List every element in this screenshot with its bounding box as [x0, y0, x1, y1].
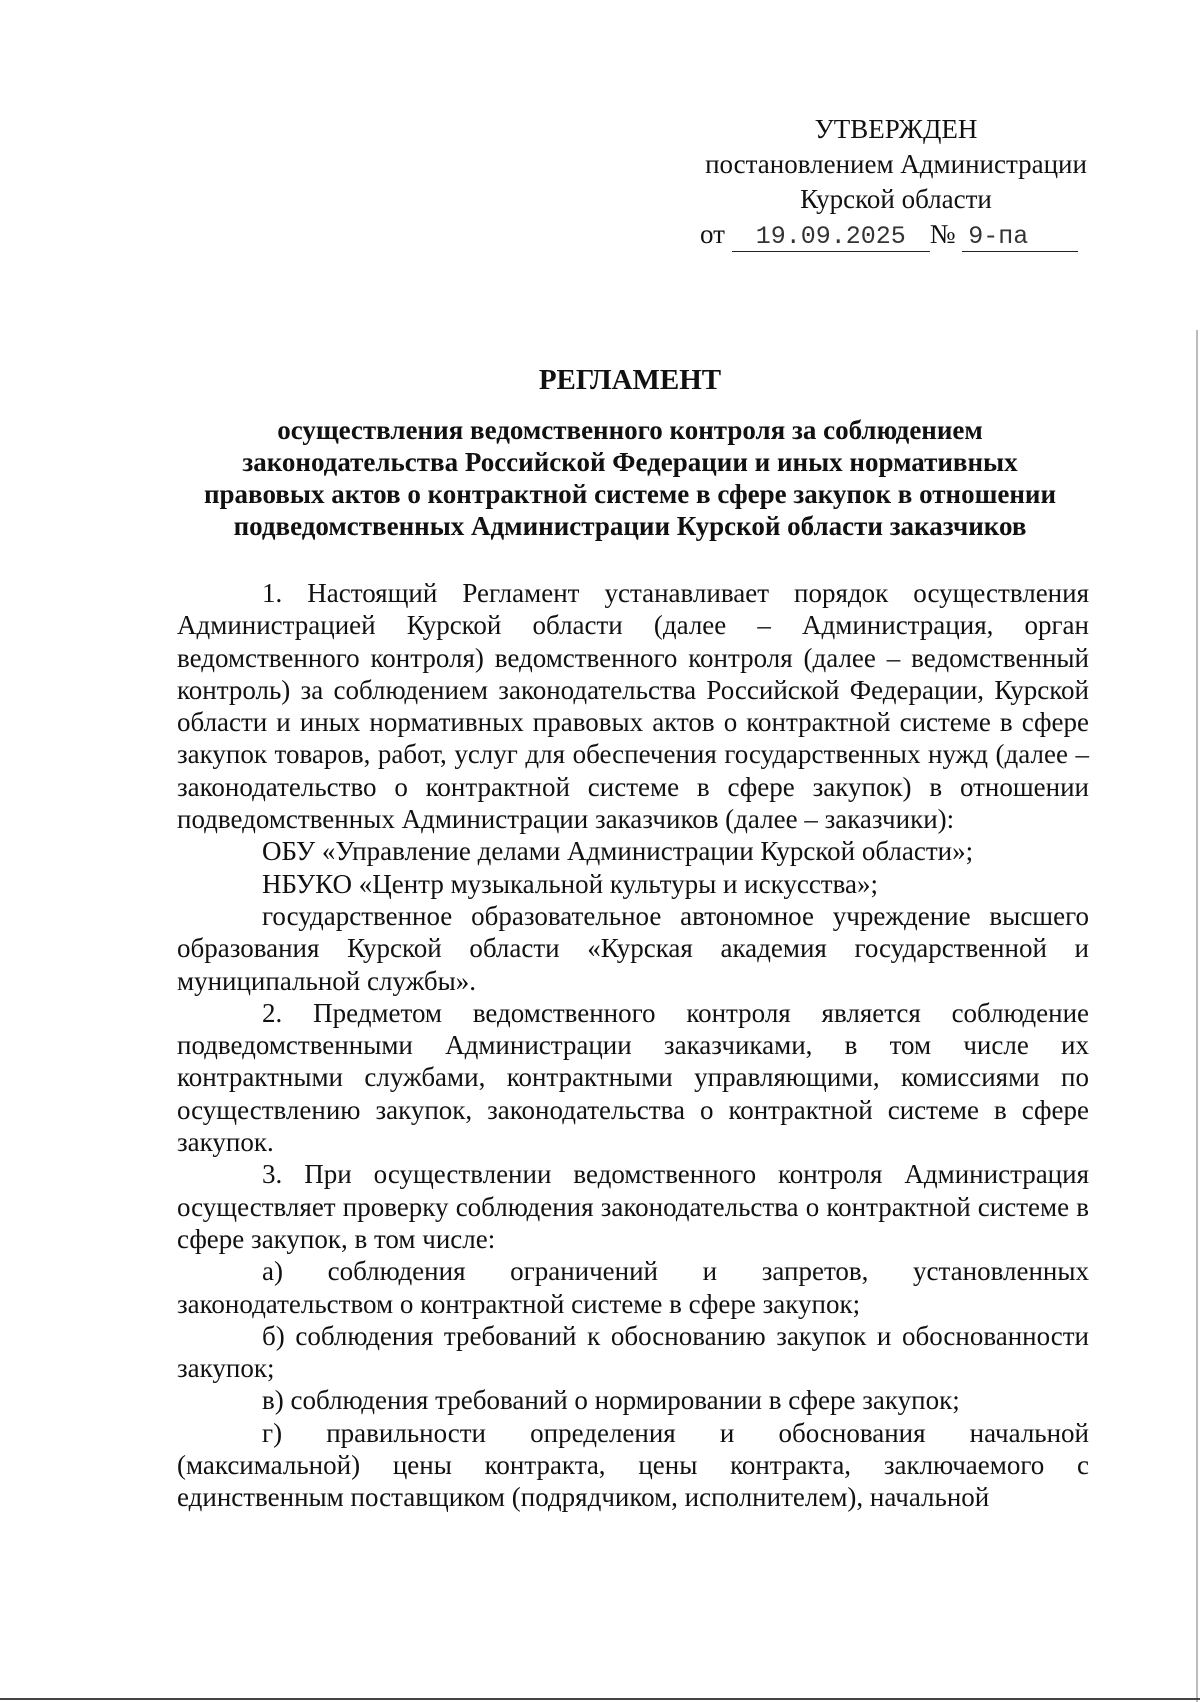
- number-prefix: №: [929, 219, 956, 249]
- list-item-academy: государственное образовательное автономное учреждение высшего образования Курской области «Курская академия государственной и муниципальной службы».: [177, 900, 1089, 996]
- date-value: 19.09.2025: [732, 223, 930, 252]
- approval-stamp: [700, 112, 1092, 252]
- document-title-block: [170, 364, 1090, 542]
- subitem-v: в) соблюдения требований о нормировании в сфере закупок;: [262, 1385, 960, 1416]
- subtitle-line: подведомственных Администрации Курской области заказчиков: [233, 511, 1027, 541]
- approval-line-2: Курской области: [800, 184, 992, 214]
- list-item-nbuko: НБУКО «Центр музыкальной культуры и искусства»;: [262, 868, 878, 899]
- date-prefix: от: [700, 219, 725, 249]
- paragraph-1: 1. Настоящий Регламент устанавливает порядок осуществления Администрацией Курской области (далее – Администрация, орган ведомственного контроля) ведомственного контроля (далее – ведомственный контроль) за соблюдением законодательства Российской Федерации, Курской области и иных нормативных правовых актов о контрактной системе в сфере закупок товаров, работ, услуг для обеспечения государственных нужд (далее – законодательство о контрактной системе в сфере закупок) в отношении подведомственных Администрации заказчиков (далее – заказчики):: [177, 578, 1089, 835]
- subtitle-line: законодательства Российской Федерации и иных нормативных: [242, 447, 1018, 477]
- subtitle-line: правовых актов о контрактной системе в сфере закупок в отношении: [203, 479, 1057, 509]
- approval-line-1: постановлением Администрации: [705, 149, 1087, 179]
- list-item-obu: ОБУ «Управление делами Администрации Курской области»;: [262, 836, 974, 867]
- subtitle-line: осуществления ведомственного контроля за соблюдением: [277, 415, 983, 445]
- approval-date-line: [700, 217, 1092, 252]
- paragraph-3: 3. При осуществлении ведомственного контроля Администрация осуществляет проверку соблюдения законодательства о контрактной системе в сфере закупок, в том числе:: [177, 1159, 1089, 1254]
- scan-edge-bottom: [0, 1698, 1200, 1700]
- number-value: 9-па: [962, 223, 1078, 252]
- document-body: [177, 577, 1089, 1514]
- paragraph-2: 2. Предметом ведомственного контроля является соблюдение подведомственными Администрации заказчиками, в том числе их контрактными службами, контрактными управляющими, комиссиями по осуществлению закупок, законодательства о контрактной системе в сфере закупок.: [177, 997, 1089, 1158]
- document-title: РЕГЛАМЕНТ: [538, 364, 722, 396]
- subitem-b: б) соблюдения требований к обоснованию закупок и обоснованности закупок;: [177, 1320, 1089, 1384]
- subitem-a: а) соблюдения ограничений и запретов, установленных законодательством о контрактной системе в сфере закупок;: [177, 1256, 1089, 1319]
- subitem-g: г) правильности определения и обоснования начальной (максимальной) цены контракта, цены контракта, заключаемого с единственным поставщиком (подрядчиком, исполнителем), начальной: [177, 1417, 1089, 1513]
- approval-title: УТВЕРЖДЕН: [814, 114, 978, 144]
- scan-edge-right: [1196, 330, 1198, 1702]
